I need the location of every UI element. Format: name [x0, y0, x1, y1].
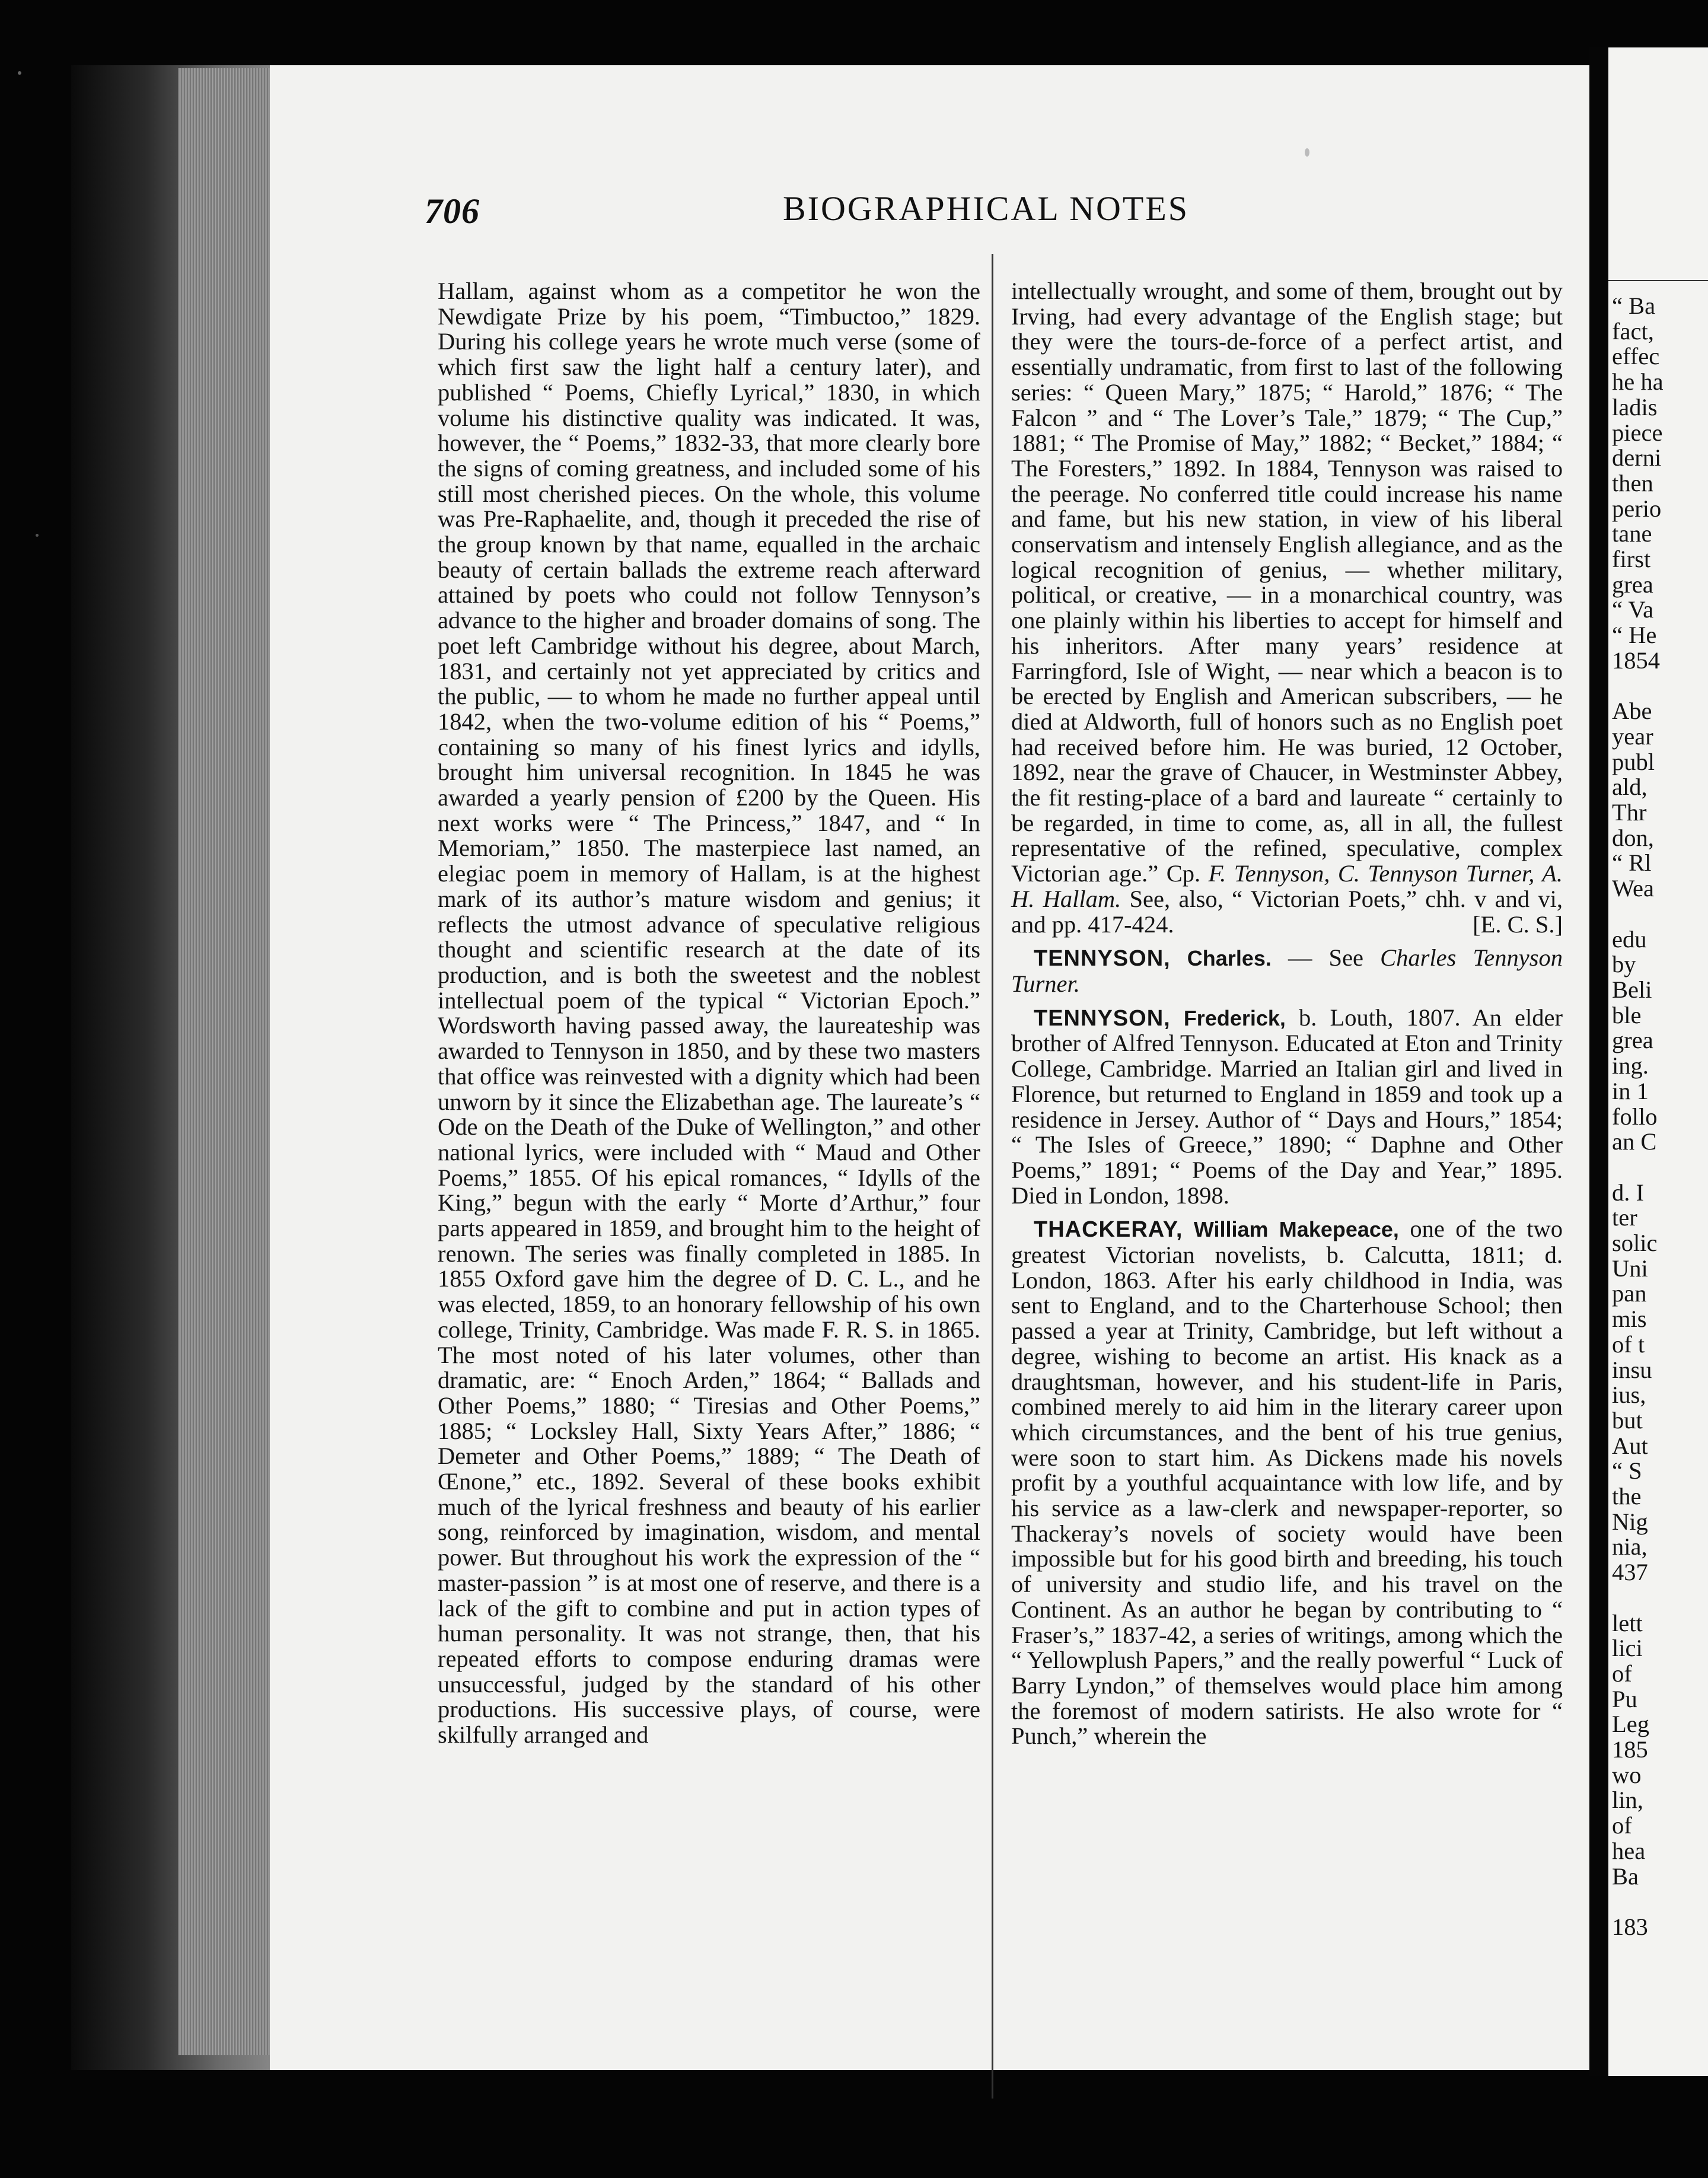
entry-body: one of the two greatest Victorian novelists, b. Calcutta, 1811; d. London, 1863. After his early childhood in India, was sent to England, and to the Charterhouse School; then passed a year at Trinity, Cambridge, but left without a degree, wishing to become an artist. His knack as a draughtsman, however, and his student-life in Paris, combined merely to aid him in the literary career upon which circumstances, and the bent of his true genius, were soon to start him. As Dickens made his novels profit by a youthful acquaintance with low life, and by his service as a law-clerk and newspaper-reporter, so Thackeray’s novels of society would have been impossible but for his good birth and breeding, his touch of university and studio life, and his travel on the Continent. As an author he began by contributing to “ Fraser’s,” 1837-42, a series of writings, among which the “ Yellowplush Papers,” and the really powerful “ Luck of Barry Lyndon,” of themselves would place him among the foremost of modern satirists. He also wrote for “ Punch,” wherein the	[1011, 1215, 1563, 1750]
entry-body: — See	[1288, 944, 1364, 972]
entry-body: b. Louth, 1807. An elder brother of Alfred Tennyson. Educated at Eton and Trinity College, Cambridge. Married an Italian girl and lived in Florence, but returned to England in 1859 and took up a residence in Jersey. Author of “ Days and Hours,” 1854; “ The Isles of Greece,” 1890; “ Daphne and Other Poems,” 1891; “ Poems of the Day and Year,” 1895. Died in London, 1898.	[1011, 1004, 1563, 1209]
page-edges	[178, 68, 285, 2055]
scan-speck	[18, 71, 21, 75]
gutter	[1589, 47, 1608, 2076]
entry-given-name: Charles.	[1187, 946, 1272, 971]
facing-page-fragments: “ Ba fact, effec he ha ladis piece derni then perio tane first grea “ Va “ He 1854 Abe year publ ald, Thr don, “ Rl Wea edu by Beli ble grea ing. in 1 follo an C d. I ter solic Uni pan mis of t insu ius, but Aut “ S the Nig nia, 437 lett lici of Pu Leg 185 wo lin, of hea Ba 183	[1612, 292, 1664, 1940]
tennyson-entry-continued: Hallam, against whom as a competitor he won the Newdigate Prize by his poem, “Timbuctoo,” 1829. During his college years he wrote much verse (some of which first saw the light half a century later), and published “ Poems, Chiefly Lyrical,” 1830, in which volume his distinctive quality was indicated. It was, however, the “ Poems,” 1832-33, that more clearly bore the signs of coming greatness, and included some of his still most cherished pieces. On the whole, this volume was Pre-Raphaelite, and, though it preceded the rise of the group known by that name, equalled in the archaic beauty of certain ballads the extreme reach afterward attained by poets who could not follow Tennyson’s advance to the higher and broader domains of song. The poet left Cambridge without his degree, about March, 1831, and certainly not yet appreciated by critics and the public, — to whom he made no further appeal until 1842, when the two-volume edition of his “ Poems,” containing so many of his finest lyrics and idylls, brought him universal recognition. In 1845 he was awarded a yearly pension of £200 by the Queen. His next works were “ The Princess,” 1847, and “ In Memoriam,” 1850. The masterpiece last named, an elegiac poem in memory of Hallam, is at the highest mark of its author’s mature wisdom and genius; it reflects the utmost advance of speculative religious thought and scientific research at the date of its production, and is both the sweetest and the noblest intellectual poem of the typical “ Victorian Epoch.” Wordsworth having passed away, the laureateship was awarded to Tennyson in 1850, and by these two masters that office was reinvested with a dignity which had been unworn by it since the Elizabethan age. The laureate’s “ Ode on the Death of the Duke of Wellington,” and other national lyrics, were included with “ Maud and Other Poems,” 1855. Of his epical romances, “ Idylls of the King,” begun with the early “ Morte d’Arthur,” four parts appeared in 1859, and brought him to the height of renown. The series was finally completed in 1885. In 1855 Oxford gave him the degree of D. C. L., and he was elected, 1859, to an honorary fellowship of his own college, Trinity, Cambridge. Was made F. R. S. in 1865. The most noted of his later volumes, other than dramatic, are: “ Enoch Arden,” 1864; “ Ballads and Other Poems,” 1880; “ Tiresias and Other Poems,” 1885; “ Locksley Hall, Sixty Years After,” 1886; “ Demeter and Other Poems,” 1889; “ The Death of Œnone,” etc., 1892. Several of these books exhibit much of the lyrical freshness and beauty of his earlier song, reinforced by imagination, wisdom, and mental power. But throughout his work the expression of the “ master-passion ” is at most one of reserve, and there is a lack of the gift to combine and put in action types of human personality. It was not strange, then, that his repeated efforts to compose enduring dramas were unsuccessful, judged by the standard of his other productions. His successive plays, of course, were skilfully arranged and	[438, 278, 980, 1749]
entry-thackeray	[1011, 1217, 1563, 1749]
facing-page-header-rule	[1608, 280, 1708, 281]
page-number: 706	[425, 192, 480, 231]
entry-surname: THACKERAY,	[1034, 1217, 1183, 1243]
scan-speck	[36, 534, 39, 537]
facing-page	[1608, 47, 1708, 2076]
left-column	[438, 279, 980, 1748]
entry-given-name: Frederick,	[1183, 1005, 1286, 1030]
column-divider	[992, 254, 993, 2099]
author-initials: [E. C. S.]	[1473, 910, 1563, 938]
right-column	[1011, 279, 1563, 1749]
cross-references: F. Tennyson, C. Tennyson Turner, A. H. Hallam.	[1011, 860, 1563, 912]
entry-given-name: William Makepeace,	[1193, 1217, 1399, 1242]
entry-surname: TENNYSON,	[1034, 946, 1171, 972]
scan-speck	[1305, 148, 1309, 157]
entry-surname: TENNYSON,	[1034, 1005, 1171, 1031]
see-also: See, also, “ Victorian Poets,” chh. v and vi, and pp. 417-424.	[1011, 885, 1563, 938]
running-title: BIOGRAPHICAL NOTES	[783, 189, 1190, 228]
entry-italic-reference: Charles Tennyson Turner.	[1011, 944, 1563, 997]
entry-frederick-tennyson	[1011, 1005, 1563, 1209]
tennyson-entry-conclusion	[1011, 279, 1563, 937]
continuation-text: intellectually wrought, and some of them, brought out by Irving, had every advantage of the English stage; but they were the tours-de-force of a perfect artist, and essentially undramatic, from first to last of the following series: “ Queen Mary,” 1875; “ Harold,” 1876; “ The Falcon ” and “ The Lover’s Tale,” 1879; “ The Cup,” 1881; “ The Promise of May,” 1882; “ Becket,” 1884; “ The Foresters,” 1892. In 1884, Tennyson was raised to the peerage. No conferred title could increase his name and fame, but his new station, in view of his liberal conservatism and intensely English allegiance, and as the logical recognition of genius, — whether military, political, or creative, — in a monarchical country, was one plainly within his liberties to accept for himself and his inheritors. After many years’ residence at Farringford, Isle of Wight, — near which a beacon is to be erected by English and American subscribers, — he died at Aldworth, full of honors such as no English poet had received before him. He was buried, 12 October, 1892, near the grave of Chaucer, in Westminster Abbey, the fit resting-place of a bard and laureate “ certainly to be regarded, in time to come, as, all in all, the fullest representative of the refined, speculative, complex Victorian age.” Cp.	[1011, 278, 1563, 887]
entry-charles-tennyson	[1011, 945, 1563, 996]
